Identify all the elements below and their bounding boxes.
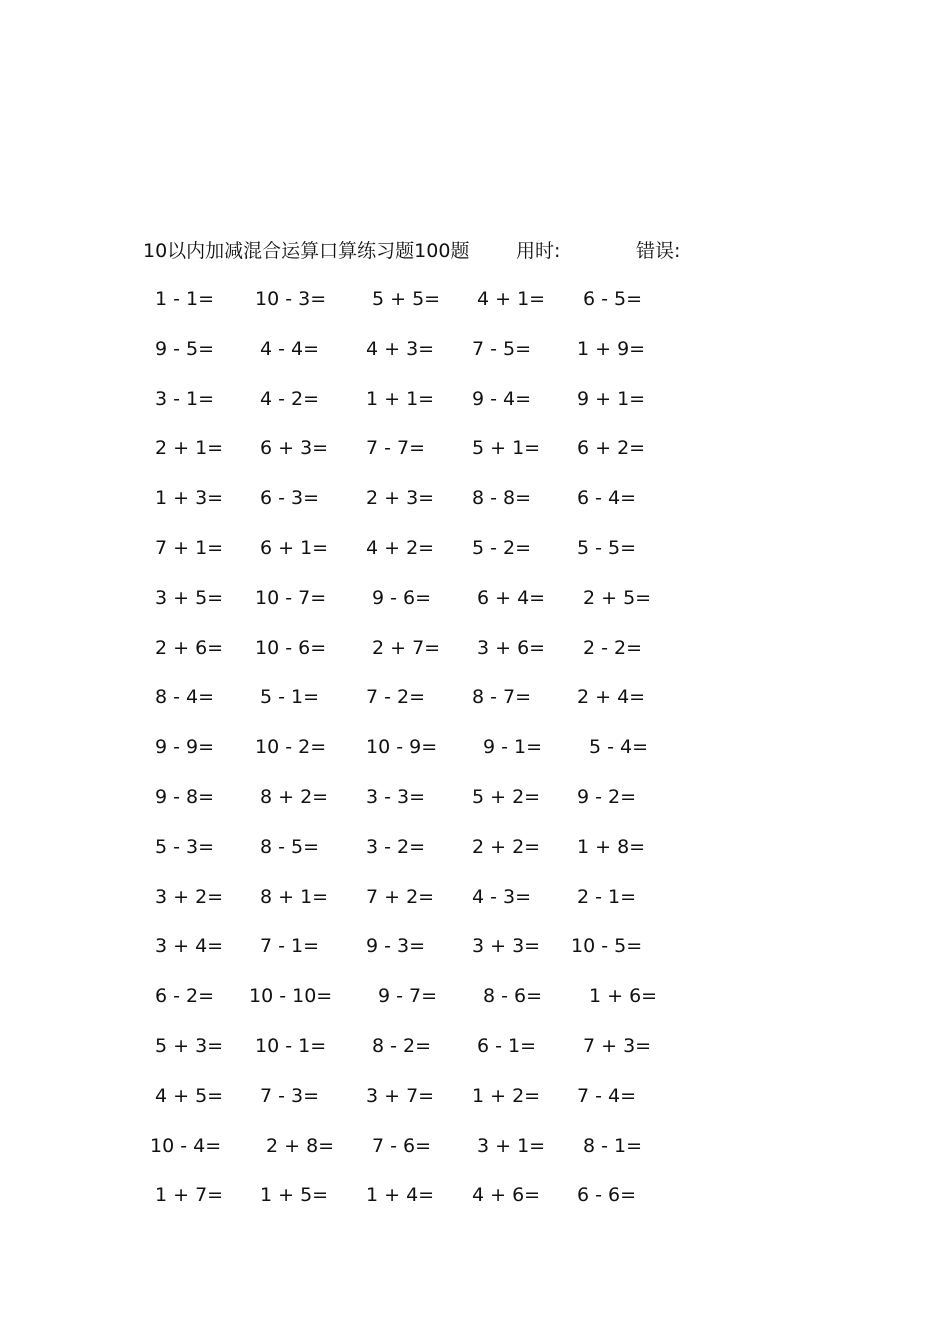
problem-row (0, 882, 950, 932)
problem-item: 10 - 7= (255, 586, 327, 609)
problem-item: 2 + 4= (577, 686, 646, 709)
problem-item: 3 + 5= (155, 586, 224, 609)
problem-item: 7 - 2= (366, 686, 426, 709)
problem-item: 1 + 6= (589, 985, 658, 1008)
problem-item: 9 - 2= (577, 785, 637, 808)
problem-item: 4 + 5= (155, 1084, 224, 1107)
problem-item: 7 + 2= (366, 885, 435, 908)
problem-item: 3 - 2= (366, 835, 426, 858)
problem-row (0, 433, 950, 483)
problem-item: 10 - 3= (255, 288, 327, 310)
problem-item: 8 - 7= (472, 686, 532, 709)
problem-item: 1 + 2= (472, 1084, 541, 1107)
problem-item: 6 + 4= (477, 586, 546, 609)
problem-item: 6 - 5= (583, 288, 643, 310)
problem-item: 1 + 9= (577, 337, 646, 360)
problem-item: 10 - 5= (571, 935, 643, 958)
problem-row (0, 832, 950, 882)
problem-item: 4 - 3= (472, 885, 532, 908)
problem-item: 3 + 4= (155, 935, 224, 958)
problem-item: 6 + 1= (260, 536, 329, 559)
problem-item: 1 + 5= (260, 1184, 329, 1207)
problem-item: 4 - 2= (260, 387, 320, 410)
problem-item: 4 + 6= (472, 1184, 541, 1207)
problem-row (0, 533, 950, 583)
problem-item: 5 + 3= (155, 1034, 224, 1057)
problem-item: 2 + 1= (155, 437, 224, 460)
problem-item: 4 + 1= (477, 288, 546, 310)
problem-row (0, 284, 950, 334)
problem-row (0, 583, 950, 633)
problem-row (0, 732, 950, 782)
errors-label: 错误: (636, 240, 681, 262)
problem-item: 9 - 3= (366, 935, 426, 958)
problem-item: 10 - 1= (255, 1034, 327, 1057)
problem-item: 5 - 3= (155, 835, 215, 858)
problem-item: 1 - 1= (155, 288, 215, 310)
problem-item: 6 + 2= (577, 437, 646, 460)
problem-item: 1 + 7= (155, 1184, 224, 1207)
worksheet-title: 10以内加减混合运算口算练习题100题 (143, 240, 470, 262)
problem-row (0, 1031, 950, 1081)
problem-item: 5 + 2= (472, 785, 541, 808)
problem-item: 2 + 5= (583, 586, 652, 609)
problem-item: 8 - 5= (260, 835, 320, 858)
problem-item: 7 - 1= (260, 935, 320, 958)
problem-item: 1 + 3= (155, 487, 224, 510)
problem-item: 10 - 9= (366, 736, 438, 759)
problem-item: 8 + 2= (260, 785, 329, 808)
problem-item: 5 - 5= (577, 536, 637, 559)
problem-item: 3 + 7= (366, 1084, 435, 1107)
problem-item: 2 - 1= (577, 885, 637, 908)
problem-item: 6 - 4= (577, 487, 637, 510)
problem-item: 1 + 1= (366, 387, 435, 410)
problem-item: 2 - 2= (583, 636, 643, 659)
problem-item: 10 - 10= (249, 985, 333, 1008)
problem-item: 3 + 3= (472, 935, 541, 958)
problem-item: 3 + 1= (477, 1134, 546, 1157)
problem-item: 9 - 7= (378, 985, 438, 1008)
problem-item: 1 + 8= (577, 835, 646, 858)
problem-item: 3 - 1= (155, 387, 215, 410)
worksheet-header (143, 236, 843, 266)
problem-item: 7 + 3= (583, 1034, 652, 1057)
problem-row (0, 931, 950, 981)
problem-row (0, 1081, 950, 1131)
problem-item: 1 + 4= (366, 1184, 435, 1207)
problem-item: 10 - 4= (150, 1134, 222, 1157)
problem-item: 5 - 2= (472, 536, 532, 559)
problem-item: 7 - 3= (260, 1084, 320, 1107)
problem-item: 8 + 1= (260, 885, 329, 908)
problem-item: 5 - 4= (589, 736, 649, 759)
problem-row (0, 483, 950, 533)
problem-row (0, 384, 950, 434)
problem-item: 10 - 6= (255, 636, 327, 659)
problem-row (0, 782, 950, 832)
problem-row (0, 981, 950, 1031)
problem-row (0, 633, 950, 683)
problem-item: 9 - 9= (155, 736, 215, 759)
problem-item: 6 - 6= (577, 1184, 637, 1207)
problem-item: 7 + 1= (155, 536, 224, 559)
problem-item: 9 - 1= (483, 736, 543, 759)
problem-item: 4 + 3= (366, 337, 435, 360)
problem-item: 7 - 6= (372, 1134, 432, 1157)
problem-item: 5 - 1= (260, 686, 320, 709)
problem-grid (0, 284, 950, 1230)
problem-item: 2 + 7= (372, 636, 441, 659)
problem-item: 2 + 8= (266, 1134, 335, 1157)
time-used-label: 用时: (516, 240, 561, 262)
problem-item: 6 - 1= (477, 1034, 537, 1057)
problem-item: 8 - 4= (155, 686, 215, 709)
problem-item: 3 - 3= (366, 785, 426, 808)
problem-item: 9 - 5= (155, 337, 215, 360)
problem-item: 4 - 4= (260, 337, 320, 360)
problem-item: 2 + 2= (472, 835, 541, 858)
problem-item: 9 - 8= (155, 785, 215, 808)
problem-item: 3 + 2= (155, 885, 224, 908)
problem-item: 8 - 2= (372, 1034, 432, 1057)
problem-item: 5 + 5= (372, 288, 441, 310)
problem-row (0, 1131, 950, 1181)
problem-item: 9 - 4= (472, 387, 532, 410)
problem-item: 2 + 6= (155, 636, 224, 659)
problem-item: 8 - 1= (583, 1134, 643, 1157)
problem-item: 6 + 3= (260, 437, 329, 460)
problem-item: 8 - 8= (472, 487, 532, 510)
problem-item: 6 - 3= (260, 487, 320, 510)
problem-item: 7 - 5= (472, 337, 532, 360)
problem-item: 8 - 6= (483, 985, 543, 1008)
problem-item: 10 - 2= (255, 736, 327, 759)
problem-item: 7 - 4= (577, 1084, 637, 1107)
problem-item: 7 - 7= (366, 437, 426, 460)
problem-item: 2 + 3= (366, 487, 435, 510)
problem-item: 3 + 6= (477, 636, 546, 659)
problem-item: 5 + 1= (472, 437, 541, 460)
problem-item: 9 + 1= (577, 387, 646, 410)
problem-row (0, 682, 950, 732)
problem-row (0, 334, 950, 384)
problem-item: 4 + 2= (366, 536, 435, 559)
problem-row (0, 1180, 950, 1230)
problem-item: 9 - 6= (372, 586, 432, 609)
problem-item: 6 - 2= (155, 985, 215, 1008)
